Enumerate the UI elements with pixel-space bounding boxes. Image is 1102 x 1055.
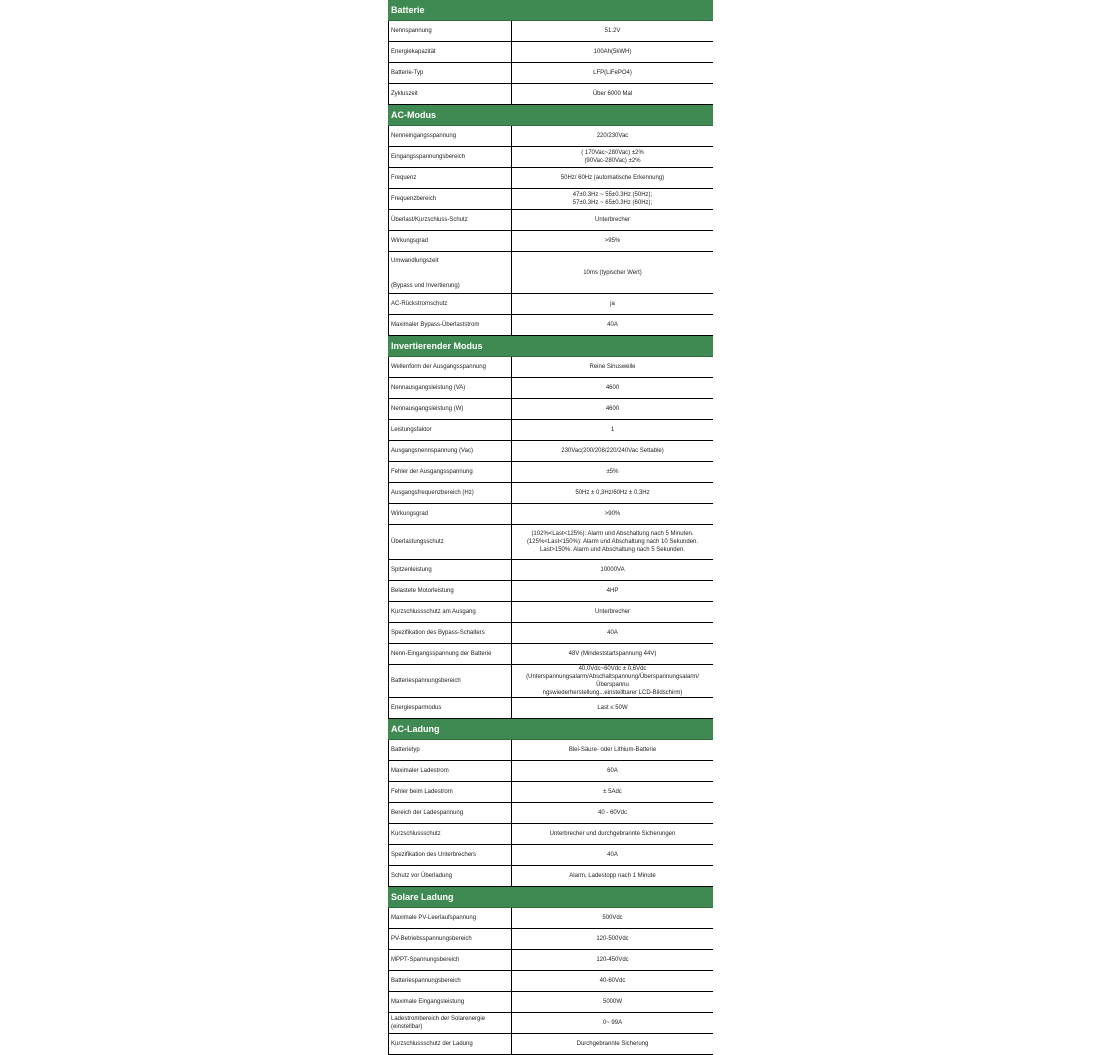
spec-row <box>388 420 713 441</box>
spec-label: Bereich der Ladespannung <box>389 803 512 823</box>
spec-row <box>388 1034 713 1055</box>
spec-label: Überlastungsschutz <box>389 525 512 559</box>
spec-row <box>388 698 713 719</box>
spec-label: Kurzschlussschutz am Ausgang <box>389 602 512 622</box>
spec-value: (102%<Last<125%): Alarm und Abschaltung nach 5 Minuten. (125%<Last<150%): Alarm und Abschaltung nach 10 Sekunden. Last>150%: Alarm und Abschaltung nach 5 Sekunden. <box>526 531 699 553</box>
spec-value: 48V (Mindeststartspannung 44V) <box>568 651 657 657</box>
spec-label: Ausgangsnennspannung (Vac) <box>389 441 512 461</box>
spec-label: Batteriespannungsbereich <box>389 665 512 697</box>
spec-row <box>388 992 713 1013</box>
spec-label: Belastete Motorleistung <box>389 581 512 601</box>
spec-value: 100Ah(5kWH) <box>593 49 632 55</box>
spec-value: 40A <box>607 852 618 858</box>
spec-label: Zykluszeit <box>389 84 512 104</box>
spec-row <box>388 21 713 42</box>
section-header: AC-Ladung <box>388 719 713 740</box>
spec-row <box>388 740 713 761</box>
spec-row <box>388 168 713 189</box>
spec-value: Unterbrecher <box>594 609 630 615</box>
spec-label: Maximaler Ladestrom <box>389 761 512 781</box>
spec-row <box>388 866 713 887</box>
spec-label: Nennspannung <box>389 21 512 41</box>
spec-label: Leistungsfaktor <box>389 420 512 440</box>
spec-value: 5000W <box>602 999 622 1005</box>
spec-label: Maximaler Bypass-Überlaststrom <box>389 315 512 335</box>
spec-value: Unterbrecher <box>594 217 630 223</box>
spec-row <box>388 42 713 63</box>
spec-value: ± 5Adc <box>603 789 622 795</box>
spec-label: Wirkungsgrad <box>389 504 512 524</box>
spec-label: Maximale PV-Leerlaufspannung <box>389 908 512 928</box>
spec-value: 4HP <box>606 588 619 594</box>
spec-value: 50Hz ± 0,3Hz/60Hz ± 0,3Hz <box>575 490 650 496</box>
spec-label-line2: (Bypass und Invertierung) <box>391 283 460 289</box>
section-header: Batterie <box>388 0 713 21</box>
spec-row <box>388 782 713 803</box>
spec-row <box>388 1013 713 1034</box>
spec-label: Fehler der Ausgangsspannung <box>389 462 512 482</box>
spec-value: 120-500Vdc <box>596 936 629 942</box>
spec-value: 47±0.3Hz ~ 55±0.3Hz (50Hz); 57±0.3Hz ~ 65±0.3Hz (60Hz); <box>572 192 653 206</box>
spec-value: 60A <box>607 768 618 774</box>
spec-row <box>388 644 713 665</box>
spec-label: Fehler beim Ladestrom <box>389 782 512 802</box>
spec-label: Nenneingangsspannung <box>389 126 512 146</box>
spec-row <box>388 357 713 378</box>
spec-value: Alarm, Ladestopp nach 1 Minute <box>569 873 656 879</box>
spec-label: Frequenz <box>389 168 512 188</box>
spec-value: ±5% <box>606 469 619 475</box>
spec-sheet <box>388 0 713 1055</box>
spec-label: Ladestrombereich der Solarenergie (einstellbar) <box>389 1013 512 1033</box>
spec-row <box>388 908 713 929</box>
spec-value: 10000VA <box>600 567 625 573</box>
spec-value: 4600 <box>605 406 620 412</box>
spec-row <box>388 971 713 992</box>
spec-row <box>388 525 713 560</box>
spec-label: Maximale Eingangsleistung <box>389 992 512 1012</box>
spec-value: Last ≤ 50W <box>597 705 628 711</box>
spec-row <box>388 147 713 168</box>
section-header: Solare Ladung <box>388 887 713 908</box>
spec-value: 40 - 60Vdc <box>597 810 628 816</box>
spec-value: >90% <box>604 511 621 517</box>
spec-label: Kurzschlussschutz der Ladung <box>389 1034 512 1054</box>
spec-row <box>388 210 713 231</box>
spec-label-line1: Umwandlungszeit <box>391 258 439 264</box>
spec-row <box>388 483 713 504</box>
spec-row <box>388 560 713 581</box>
spec-row <box>388 623 713 644</box>
spec-value: 220/230Vac <box>596 133 629 139</box>
spec-label: Frequenzbereich <box>389 189 512 209</box>
spec-value: 10ms (typischer Wert) <box>583 269 642 276</box>
spec-label: Batteriespannungsbereich <box>389 971 512 991</box>
spec-label: Nennausgangsleistung (W) <box>389 399 512 419</box>
spec-row <box>388 665 713 698</box>
spec-label: MPPT-Spannungsbereich <box>389 950 512 970</box>
spec-label: PV-Betriebsspannungsbereich <box>389 929 512 949</box>
spec-label: Schutz vor Überladung <box>389 866 512 886</box>
spec-row <box>388 126 713 147</box>
spec-value: 40-60Vdc <box>599 978 626 984</box>
spec-value: 40A <box>607 630 618 636</box>
spec-value: 51.2V <box>604 28 621 34</box>
spec-row <box>388 315 713 336</box>
spec-row <box>388 189 713 210</box>
spec-label: Batterietyp <box>389 740 512 760</box>
spec-label: Wellenform der Ausgangsspannung <box>389 357 512 377</box>
spec-row <box>388 761 713 782</box>
section-header: AC-Modus <box>388 105 713 126</box>
spec-row <box>388 252 713 294</box>
spec-value: 0~ 99A <box>602 1020 623 1026</box>
spec-row <box>388 84 713 105</box>
spec-value: Reine Sinuswelle <box>589 364 636 370</box>
spec-value: Unterbrecher und durchgebrannte Sicherungen <box>549 831 676 837</box>
spec-label: Nenn-Eingangsspannung der Batterie <box>389 644 512 664</box>
spec-row <box>388 845 713 866</box>
spec-row <box>388 462 713 483</box>
spec-label: Kurzschlussschutz <box>389 824 512 844</box>
spec-value: LFP(LiFePO4) <box>593 70 632 76</box>
spec-row <box>388 399 713 420</box>
spec-label: Wirkungsgrad <box>389 231 512 251</box>
spec-label: Spezifikation des Bypass-Schalters <box>389 623 512 643</box>
spec-label: Spitzenleistung <box>389 560 512 580</box>
spec-value: >95% <box>604 238 621 244</box>
spec-value: ( 170Vac~280Vac) ±2% (90Vac-280Vac) ±2% <box>581 150 644 164</box>
spec-row <box>388 803 713 824</box>
spec-label: Energiesparmodus <box>389 698 512 718</box>
spec-value: 500Vdc <box>602 915 623 921</box>
spec-value: Über 6000 Mal <box>592 91 633 97</box>
spec-row <box>388 929 713 950</box>
spec-row <box>388 441 713 462</box>
spec-label: Spezifikation des Unterbrechers <box>389 845 512 865</box>
spec-row <box>388 950 713 971</box>
section-header: Invertierender Modus <box>388 336 713 357</box>
spec-value: ja <box>610 301 615 307</box>
spec-row <box>388 504 713 525</box>
spec-label: Batterie-Typ <box>389 63 512 83</box>
spec-row <box>388 378 713 399</box>
spec-value: 40,0Vdc~60Vdc ± 0,6Vdc (Unterspannungsalarm/Abschaltspannung/Überspannungsalarm/Überspannu ngswiederherstellung...einstellbarer LCD-Bildschirm) <box>526 666 699 696</box>
spec-row <box>388 824 713 845</box>
spec-row <box>388 602 713 623</box>
spec-label: Eingangsspannungsbereich <box>389 147 512 167</box>
spec-label: Energiekapazität <box>389 42 512 62</box>
spec-value: Blei-Säure- oder Lithium-Batterie <box>568 747 657 753</box>
spec-value: 4600 <box>605 385 620 391</box>
spec-value: 120-450Vdc <box>596 957 629 963</box>
spec-row <box>388 63 713 84</box>
spec-value: 40A <box>607 322 618 328</box>
spec-label: Überlast/Kurzschluss-Schutz <box>389 210 512 230</box>
spec-label: Nennausgangsleistung (VA) <box>389 378 512 398</box>
spec-value: 50Hz/ 60Hz (automatische Erkennung) <box>560 175 665 181</box>
spec-label <box>389 252 512 293</box>
spec-value: Durchgebrannte Sicherung <box>576 1041 649 1047</box>
spec-label: Ausgangsfrequenzbereich (Hz) <box>389 483 512 503</box>
spec-row <box>388 294 713 315</box>
spec-value: 1 <box>610 427 615 433</box>
spec-row <box>388 231 713 252</box>
spec-row <box>388 581 713 602</box>
spec-value: 230Vac(200/208/220/240Vac Settable) <box>561 448 664 454</box>
spec-label: AC-Rückstromschutz <box>389 294 512 314</box>
